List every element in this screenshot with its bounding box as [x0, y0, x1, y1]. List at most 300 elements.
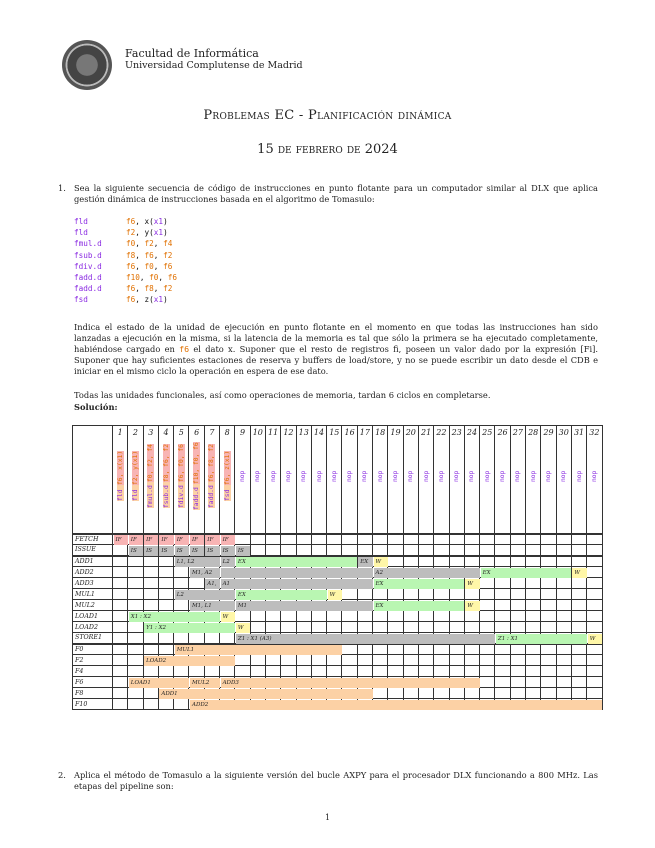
table-cell [449, 611, 464, 622]
table-cell [434, 622, 449, 633]
table-cell [587, 611, 602, 622]
cycle-instruction [193, 441, 200, 511]
table-cell [571, 556, 586, 567]
table-cell [571, 677, 586, 688]
table-cell [495, 655, 510, 666]
table-cell [464, 644, 479, 655]
instr-nop: nop [300, 470, 308, 482]
table-cell [449, 655, 464, 666]
code-sep: , [153, 284, 164, 294]
table-cell [495, 611, 510, 622]
cycle-number: 14 [313, 428, 325, 437]
table-cell [571, 600, 586, 611]
table-cell [571, 545, 586, 556]
row-label: F10 [73, 699, 113, 710]
table-cell [464, 589, 479, 600]
code-opcode: fld [74, 228, 88, 238]
cycle-number: 22 [436, 428, 447, 437]
cycle-header [327, 426, 342, 534]
table-cell [495, 644, 510, 655]
table-cell [403, 534, 418, 545]
table-cell [113, 699, 128, 710]
table-cell [510, 677, 525, 688]
cycle-header [311, 426, 326, 534]
table-cell [174, 699, 189, 710]
document-date: 15 de febrero de 2024 [257, 142, 398, 157]
table-cell [571, 655, 586, 666]
schedule-bar: A2 [374, 568, 480, 578]
schedule-bar: IS [129, 546, 143, 556]
schedule-bar: W [465, 579, 479, 589]
cycle-instruction [346, 441, 353, 511]
code-sep: , [139, 272, 150, 282]
schedule-bar: EX [236, 557, 357, 567]
cycle-instruction [331, 441, 338, 511]
cycle-instruction [300, 441, 307, 511]
table-cell [526, 611, 541, 622]
cycle-instruction [514, 441, 521, 511]
table-cell [541, 677, 556, 688]
table-cell [158, 567, 173, 578]
table-cell [388, 688, 403, 699]
cycle-header [296, 426, 311, 534]
code-operand: f6 [126, 295, 136, 305]
problem-2-text: Aplica el método de Tomasulo a la siguiente versión del bucle AXPY para el procesador DLX funcionando a 800 MHz. Las etapas del pipeline son: [74, 770, 598, 791]
instr-op: fadd.d [193, 483, 201, 511]
schedule-bar: LOAD2 [144, 656, 235, 666]
table-cell [571, 688, 586, 699]
table-cell [281, 622, 296, 633]
table-cell [587, 644, 602, 655]
table-cell [281, 545, 296, 556]
table-cell [556, 644, 571, 655]
cycle-instruction [163, 441, 170, 511]
schedule-bar: M1, L1 [190, 601, 235, 611]
table-cell [556, 677, 571, 688]
table-cell [388, 556, 403, 567]
table-cell [587, 589, 602, 600]
table-cell [143, 633, 158, 644]
schedule-bar: X1 : X2 [129, 612, 220, 622]
instr-nop: nop [254, 470, 262, 482]
cycle-header [434, 426, 449, 534]
table-cell [418, 622, 433, 633]
row-label: LOAD2 [73, 622, 113, 633]
code-line [74, 283, 177, 294]
code-operand: f6 [126, 261, 136, 271]
code-sep: , [135, 284, 145, 294]
table-cell [449, 534, 464, 545]
table-cell [556, 545, 571, 556]
table-cell [434, 655, 449, 666]
table-cell [373, 622, 388, 633]
table-cell [495, 622, 510, 633]
cycle-number: 6 [194, 428, 200, 437]
problem-1-number: 1. [58, 183, 66, 193]
cycle-number: 20 [405, 428, 416, 437]
cycle-header [449, 426, 464, 534]
table-cell [158, 589, 173, 600]
corner-cell [73, 426, 113, 534]
table-cell [418, 611, 433, 622]
table-cell [587, 567, 602, 578]
schedule-bar: Y1 : X2 [144, 623, 235, 633]
table-cell [158, 633, 173, 644]
table-cell [510, 589, 525, 600]
table-cell [388, 655, 403, 666]
table-cell [510, 556, 525, 567]
table-cell [510, 611, 525, 622]
table-cell [143, 644, 158, 655]
schedule-bar: IF [190, 535, 204, 545]
table-cell [480, 589, 495, 600]
instr-nop: nop [560, 470, 568, 482]
table-cell [128, 633, 143, 644]
table-cell [342, 655, 357, 666]
code-sep: , [135, 217, 145, 226]
instr-nop: nop [483, 470, 491, 482]
table-cell [434, 534, 449, 545]
table-cell [250, 666, 265, 677]
table-cell [342, 644, 357, 655]
table-cell [449, 622, 464, 633]
table-cell [327, 622, 342, 633]
table-cell [495, 589, 510, 600]
code-operand: f2 [163, 250, 173, 260]
cycle-number: 19 [390, 428, 401, 437]
table-cell [480, 611, 495, 622]
table-cell [403, 545, 418, 556]
code-line [74, 294, 177, 305]
instr-op: fdiv.d [177, 481, 185, 509]
table-cell [571, 589, 586, 600]
table-cell [220, 666, 235, 677]
row-label: F2 [73, 655, 113, 666]
table-cell [418, 545, 433, 556]
table-cell [510, 622, 525, 633]
table-cell [571, 622, 586, 633]
cycle-header [128, 426, 143, 534]
table-cell [526, 655, 541, 666]
instr-nop: nop [284, 470, 292, 482]
table-cell [128, 688, 143, 699]
code-operand: f0 [126, 239, 136, 249]
schedule-bar: L2 [175, 590, 235, 600]
table-cell [480, 600, 495, 611]
instr-args: f6, f0, f6 [177, 443, 185, 482]
cycle-instruction [361, 441, 368, 511]
cycle-header [541, 426, 556, 534]
schedule-bar: EX [358, 557, 372, 567]
table-cell [113, 666, 128, 677]
table-cell [403, 666, 418, 677]
table-cell [235, 655, 250, 666]
table-cell [587, 578, 602, 589]
table-cell [464, 611, 479, 622]
cycle-instruction [499, 441, 506, 511]
code-sep: , [135, 250, 145, 260]
code-operand: f0 [144, 261, 154, 271]
row-label: ADD2 [73, 567, 113, 578]
cycle-header [556, 426, 571, 534]
table-cell [510, 688, 525, 699]
table-cell [541, 578, 556, 589]
cycle-number: 23 [451, 428, 462, 437]
cycle-number: 21 [420, 428, 432, 437]
cycle-number: 1 [117, 428, 123, 437]
table-cell [357, 644, 372, 655]
cycle-number: 27 [512, 428, 523, 437]
cycle-instruction [423, 441, 430, 511]
table-cell [571, 534, 586, 545]
table-cell [510, 666, 525, 677]
cycle-header [587, 426, 602, 534]
table-cell [556, 600, 571, 611]
table-cell [556, 556, 571, 567]
table-cell [418, 655, 433, 666]
table-cell [464, 622, 479, 633]
code-sep: , [135, 261, 145, 271]
table-cell [128, 622, 143, 633]
cycle-number: 4 [163, 428, 169, 437]
instr-op: fmul.d [147, 481, 155, 509]
cycle-instruction [560, 441, 567, 511]
table-cell [373, 545, 388, 556]
table-cell [265, 534, 280, 545]
schedule-bar: W [588, 634, 602, 644]
schedule-bar: EX [236, 590, 327, 600]
table-cell [495, 677, 510, 688]
cycle-number: 11 [268, 428, 279, 437]
table-cell [296, 534, 311, 545]
cycle-number: 15 [329, 428, 340, 437]
code-operand: f6 [167, 272, 177, 282]
problem-1-statement: Indica el estado de la unidad de ejecución en punto flotante en el momento en que todas las instrucciones han sido lanzadas a ejecución en la misma, si la latencia de la memoria es tal que sólo la primera se ha ejecutado completamente, habiéndose cargado en f6 el dato x. Suponer que el resto de registros fi, poseen un valor dado por la expresión [Fi]. Suponer que hay suficientes estaciones de reserva y buffers de load/store, y no se puede escribir un dato desde el CDB e iniciar en el mismo ciclo la operación en espera de ese dato. [74, 322, 598, 376]
cycle-header [403, 426, 418, 534]
table-cell [174, 666, 189, 677]
table-cell [587, 534, 602, 545]
code-sep: , [158, 272, 168, 282]
cycle-header [464, 426, 479, 534]
cycle-header [495, 426, 510, 534]
cycle-header [143, 426, 158, 534]
cycle-header [526, 426, 541, 534]
instr-nop: nop [346, 470, 354, 482]
problem-2-number: 2. [58, 770, 66, 780]
table-cell [373, 534, 388, 545]
table-cell [480, 655, 495, 666]
table-cell [541, 688, 556, 699]
cycle-header [571, 426, 586, 534]
table-cell [235, 534, 250, 545]
table-cell [541, 644, 556, 655]
table-cell [418, 688, 433, 699]
table-cell [113, 600, 128, 611]
table-cell [464, 666, 479, 677]
schedule-bar: W [465, 601, 479, 611]
table-cell [311, 666, 326, 677]
table-cell [480, 688, 495, 699]
table-cell [357, 589, 372, 600]
schedule-bar: M1 [236, 601, 373, 611]
cycle-instruction [147, 441, 154, 511]
solution-heading: Solución: [74, 402, 118, 412]
table-cell [571, 644, 586, 655]
table-cell [556, 688, 571, 699]
table-cell [204, 666, 219, 677]
table-cell [250, 655, 265, 666]
cycle-instruction [591, 441, 598, 511]
instr-nop: nop [453, 470, 461, 482]
code-opcode: fsub.d [74, 250, 102, 260]
table-cell [571, 666, 586, 677]
table-cell [510, 600, 525, 611]
code-mem: x( [144, 217, 154, 226]
table-cell [449, 688, 464, 699]
instr-args: f8, f6, f2 [162, 443, 170, 482]
cycle-instruction [484, 441, 491, 511]
schedule-bar: IF [144, 535, 158, 545]
code-opcode: fadd.d [74, 284, 102, 294]
schedule-bar: A1 [221, 579, 373, 589]
schedule-bar: W [572, 568, 586, 578]
table-cell [541, 534, 556, 545]
cycle-instruction [468, 441, 475, 511]
table-cell [113, 578, 128, 589]
instr-args: f6, x(x1) [116, 451, 124, 486]
cycle-instruction [438, 441, 445, 511]
instr-nop: nop [376, 470, 384, 482]
code-line [74, 272, 177, 283]
table-cell [434, 688, 449, 699]
cycle-header [480, 426, 495, 534]
table-cell [265, 611, 280, 622]
table-cell [113, 545, 128, 556]
table-cell [373, 666, 388, 677]
cycle-instruction [545, 441, 552, 511]
table-cell [357, 545, 372, 556]
code-sep: , [153, 250, 164, 260]
table-cell [541, 600, 556, 611]
code-operand: f6 [144, 250, 154, 260]
schedule-bar: LOAD1 [129, 678, 189, 688]
table-cell [174, 578, 189, 589]
table-cell [158, 666, 173, 677]
table-cell [480, 534, 495, 545]
schedule-bar: MUL1 [175, 645, 342, 655]
table-cell [388, 622, 403, 633]
code-operand: f8 [144, 284, 154, 294]
schedule-bar: W [374, 557, 388, 567]
cycle-number: 13 [298, 428, 309, 437]
table-cell [541, 556, 556, 567]
schedule-bar: EX [481, 568, 572, 578]
row-label: ISSUE [73, 545, 113, 556]
table-cell [357, 611, 372, 622]
cycle-header [204, 426, 219, 534]
table-cell [128, 666, 143, 677]
cycle-number: 18 [375, 428, 386, 437]
table-cell [281, 534, 296, 545]
table-cell [526, 578, 541, 589]
table-cell [556, 622, 571, 633]
code-opcode: fadd.d [74, 272, 102, 282]
row-label: STORE1 [73, 633, 113, 644]
code-base: x1 [153, 295, 164, 305]
schedule-bar: IS [205, 546, 219, 556]
schedule-bar: W [328, 590, 342, 600]
schedule-bar: Z1 : X1 (A3) [236, 634, 495, 644]
table-cell [311, 655, 326, 666]
cycle-instruction [407, 441, 414, 511]
table-cell [296, 655, 311, 666]
cycle-instruction [530, 441, 537, 511]
schedule-bar: IF [205, 535, 219, 545]
cycle-number: 26 [497, 428, 508, 437]
table-cell [189, 633, 204, 644]
table-cell [418, 666, 433, 677]
cycle-number: 28 [528, 428, 539, 437]
table-cell [495, 600, 510, 611]
instr-op: fsd [223, 485, 231, 501]
instr-op: fsub.d [162, 481, 170, 509]
instr-nop: nop [514, 470, 522, 482]
instr-args: f2, y(x1) [131, 451, 139, 486]
table-cell [250, 534, 265, 545]
row-label: MUL1 [73, 589, 113, 600]
table-cell [143, 688, 158, 699]
code-mem: ) [163, 217, 168, 226]
code-operand: f6 [126, 217, 136, 226]
cycle-header [220, 426, 235, 534]
cycle-instruction [117, 441, 124, 511]
table-cell [373, 644, 388, 655]
code-operand: f6 [163, 261, 173, 271]
cycle-header [373, 426, 388, 534]
schedule-bar: ADD1 [159, 689, 372, 699]
table-cell [235, 611, 250, 622]
table-cell [327, 666, 342, 677]
table-cell [113, 655, 128, 666]
table-cell [311, 545, 326, 556]
table-cell [189, 578, 204, 589]
table-cell [128, 600, 143, 611]
table-cell [541, 666, 556, 677]
table-cell [113, 589, 128, 600]
table-cell [281, 666, 296, 677]
table-cell [311, 622, 326, 633]
cycle-header [388, 426, 403, 534]
table-cell [296, 611, 311, 622]
table-cell [357, 655, 372, 666]
table-cell [418, 556, 433, 567]
code-block [74, 216, 177, 306]
table-cell [434, 644, 449, 655]
row-label: ADD1 [73, 556, 113, 567]
code-sep: , [153, 261, 164, 271]
table-cell [311, 534, 326, 545]
table-cell [174, 633, 189, 644]
schedule-bar: IS [159, 546, 173, 556]
cycle-header [265, 426, 280, 534]
table-cell [434, 556, 449, 567]
instr-nop: nop [391, 470, 399, 482]
table-cell [113, 556, 128, 567]
table-cell [449, 589, 464, 600]
table-cell [296, 622, 311, 633]
schedule-bar: IF [159, 535, 173, 545]
cycle-instruction [178, 441, 185, 511]
